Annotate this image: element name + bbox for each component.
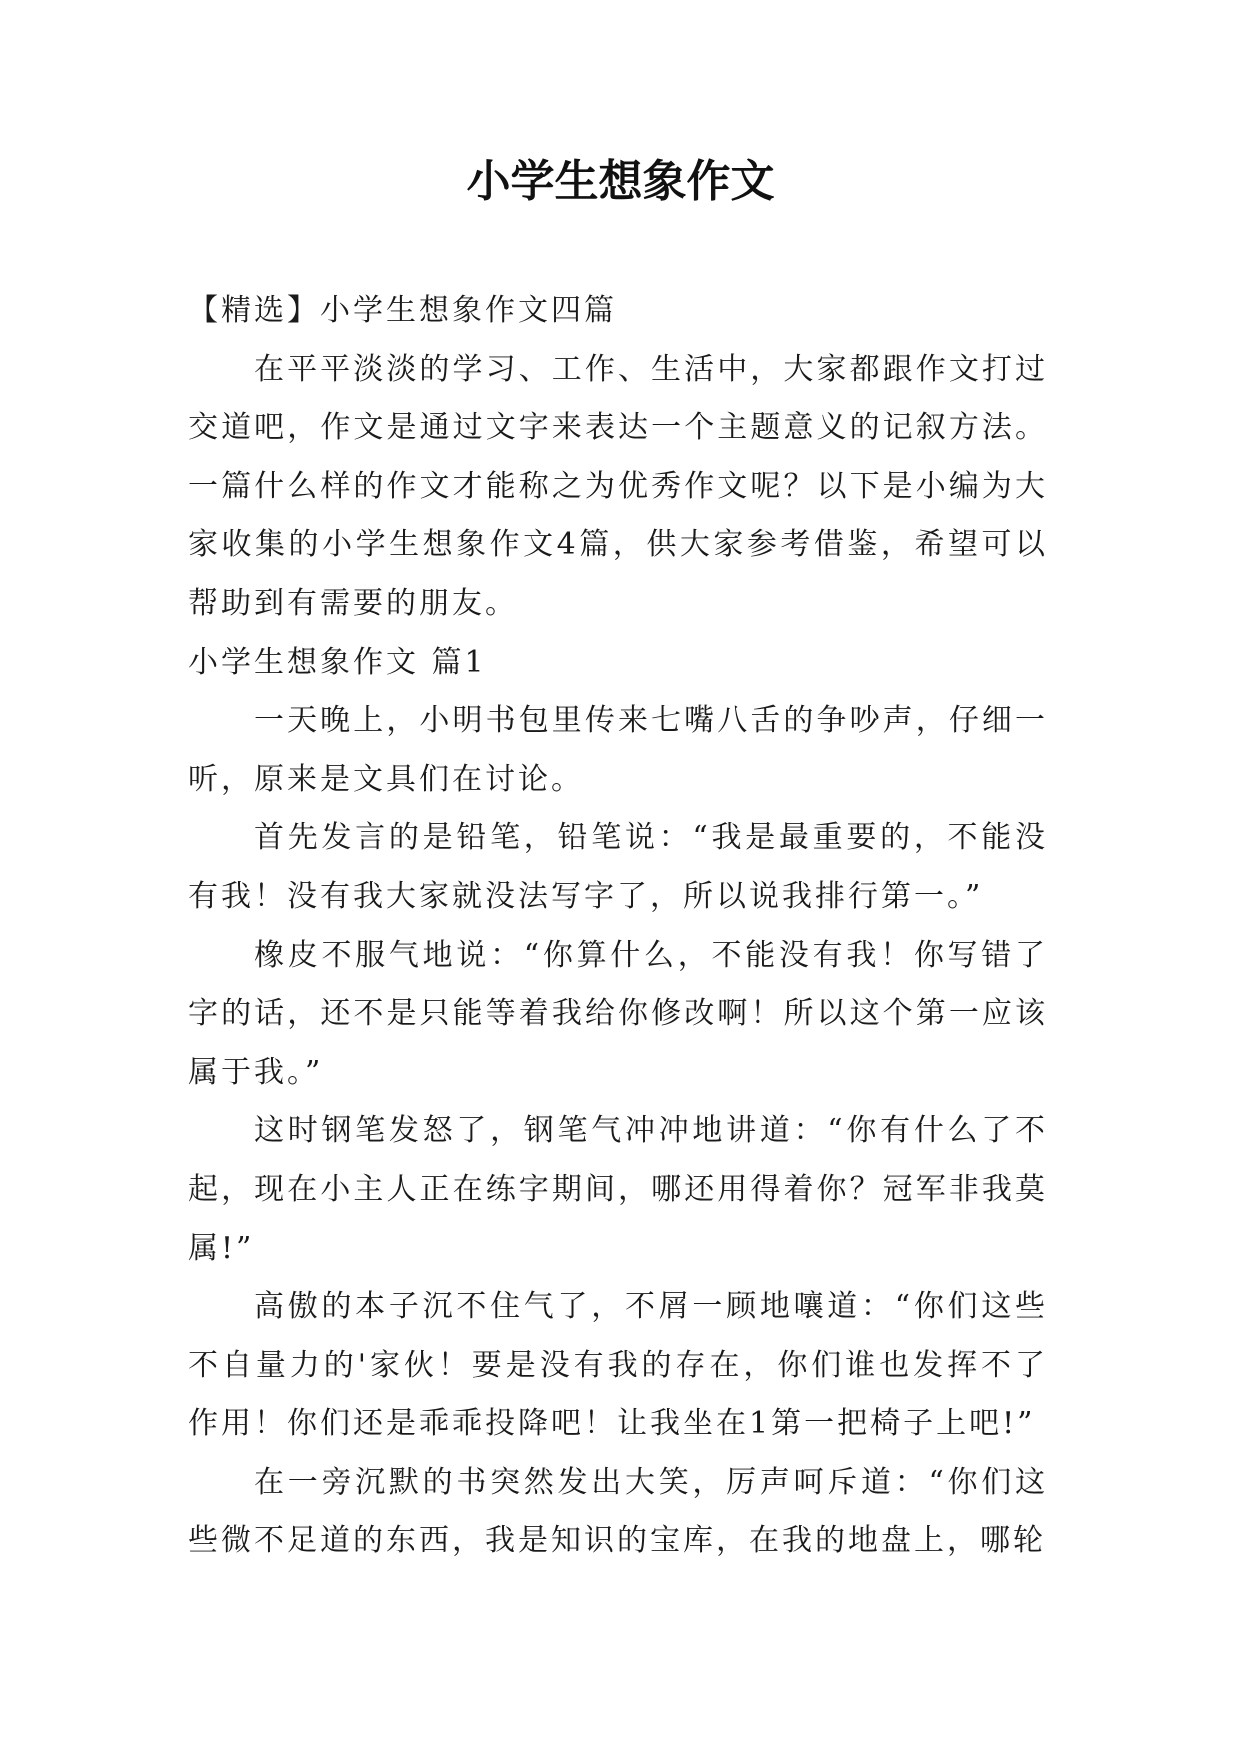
story-paragraph: 一天晚上，小明书包里传来七嘴八舌的争吵声，仔细一听，原来是文具们在讨论。	[188, 703, 1048, 797]
section-heading: 小学生想象作文 篇1	[188, 644, 487, 680]
document-body	[188, 282, 1048, 1571]
story-paragraph: 这时钢笔发怒了，钢笔气冲冲地讲道：“你有什么了不起，现在小主人正在练字期间，哪还用得着你？冠军非我莫属!”	[188, 1113, 1048, 1266]
story-paragraph: 橡皮不服气地说：“你算什么，不能没有我！你写错了字的话，还不是只能等着我给你修改啊！所以这个第一应该属于我。”	[188, 937, 1048, 1090]
intro-paragraph: 在平平淡淡的学习、工作、生活中，大家都跟作文打过交道吧，作文是通过文字来表达一个主题意义的记叙方法。一篇什么样的作文才能称之为优秀作文呢？以下是小编为大家收集的小学生想象作文4篇，供大家参考借鉴，希望可以帮助到有需要的朋友。	[188, 351, 1048, 621]
story-paragraph: 首先发言的是铅笔，铅笔说：“我是最重要的，不能没有我！没有我大家就没法写字了，所以说我排行第一。”	[188, 820, 1048, 914]
document-title: 小学生想象作文	[466, 156, 775, 207]
document-subtitle: 【精选】小学生想象作文四篇	[188, 293, 617, 328]
story-paragraph: 高傲的本子沉不住气了，不屑一顾地嚷道：“你们这些不自量力的'家伙！要是没有我的存在，你们谁也发挥不了作用！你们还是乖乖投降吧！让我坐在1第一把椅子上吧!”	[188, 1289, 1048, 1442]
story-paragraph: 在一旁沉默的书突然发出大笑，厉声呵斥道：“你们这些微不足道的东西，我是知识的宝库，在我的地盘上，哪轮	[188, 1464, 1048, 1559]
